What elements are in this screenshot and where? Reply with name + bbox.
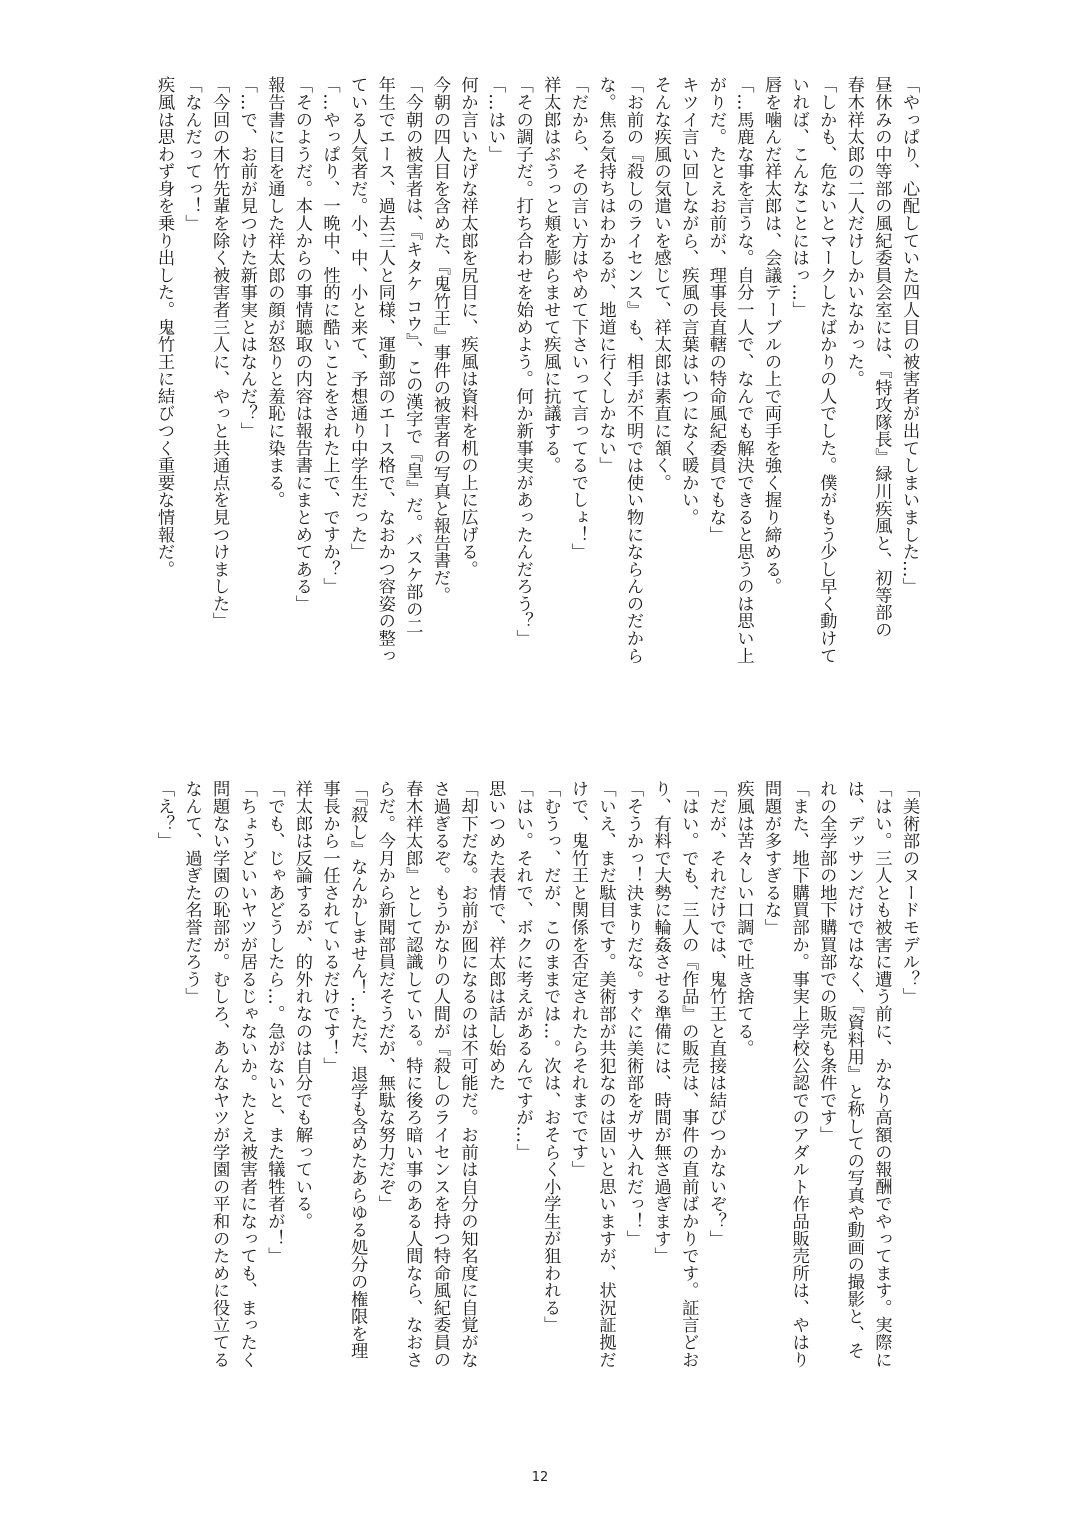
text-line: 「むうっ、だが、このままでは…。次は、おそらく小学生が狙われる」 [540, 780, 561, 1334]
text-line: 「今朝の被害者は、『キタケ コウ』、この漢字で『皇』だ。バスケ部の二 [402, 76, 423, 635]
bottom-text-block [149, 780, 922, 1380]
text-line: 祥太郎は反論するが、的外れなのは自分でも解っている。 [291, 780, 312, 1230]
text-line: 「その調子だ。打ち合わせを始めよう。何か新事実があったんだろう？」 [512, 76, 533, 647]
text-line: 事長から一任されているだけです！」 [319, 780, 340, 1074]
text-line: 「…馬鹿な事を言うな。自分一人で、なんでも解決できると思うのは思い上 [733, 76, 754, 664]
text-line: 「だが、それだけでは、鬼竹王と直接は結びつかないぞ？」 [705, 780, 726, 1247]
top-text-block [149, 76, 922, 664]
text-line: 問題ない学園の恥部が。むしろ、あんなヤツが学園の平和のために役立てる [209, 780, 230, 1368]
text-line: さ過ぎるぞ。もうかなりの人間が『殺しのライセンスを持つ特命風紀委員の [429, 780, 450, 1368]
text-line: 問題が多すぎるな」 [761, 780, 782, 936]
text-line: 「なんだってっ！」 [181, 76, 202, 232]
text-line: 思いつめた表情で、祥太郎は話し始めた [485, 780, 506, 1092]
text-line: 春木祥太郎』として認識している。特に後ろ暗い事のある人間なら、なおさ [402, 780, 423, 1368]
text-line: 「え？」 [153, 780, 174, 850]
text-line: 疾風は思わず身を乗り出した。鬼竹王に結びつく重要な情報だ。 [153, 76, 174, 578]
text-line: 疾風は苦々しい口調で吐き捨てる。 [733, 780, 754, 1057]
text-line: なんて、過ぎた名誉だろう」 [181, 780, 202, 1005]
text-line: 「…で、お前が見つけた新事実とはなんだ？」 [236, 76, 257, 440]
text-line: 春木祥太郎の二人だけしかいなかった。 [843, 76, 864, 388]
text-line: 「今回の木竹先輩を除く被害者三人に、やっと共通点を見つけました」 [209, 76, 230, 630]
text-line: な。焦る気持ちはわかるが、地道に行くしかない」 [595, 76, 616, 474]
text-line: 祥太郎はぷうっと頬を膨らませて疾風に抗議する。 [540, 76, 561, 474]
text-line: 「…はい」 [485, 76, 506, 163]
text-line: 「でも、じゃあどうしたら…。急がないと、また犠牲者が！」 [264, 780, 285, 1265]
text-line: がりだ。たとえお前が、理事長直轄の特命風紀委員でもな」 [705, 76, 726, 543]
text-line: 「そうかっ！決まりだな。すぐに美術部をガサ入れだっ！」 [623, 780, 644, 1247]
text-line: 唇を噛んだ祥太郎は、会議テーブルの上で両手を強く握り締める。 [761, 76, 782, 595]
text-line: 「『殺し』なんかしません！…ただ、退学も含めたあらゆる処分の権限を理 [347, 780, 368, 1360]
text-line: 「…やっぱり、一晩中、性的に酷いことをされた上で、ですか？」 [319, 76, 340, 595]
text-line: 報告書に目を通した祥太郎の顔が怒りと羞恥に染まる。 [264, 76, 285, 509]
text-line: らだ。今月から新聞部員だそうだが、無駄な努力だぞ」 [374, 780, 395, 1213]
page-number: 12 [531, 1470, 549, 1485]
text-line: 昼休みの中等部の風紀委員会室には、『特攻隊長』緑川疾風と、初等部の [871, 76, 892, 638]
text-line: れの全学部の地下購買部での販売も条件です」 [816, 780, 837, 1144]
text-line: 「しかも、危ないとマークしたばかりの人でした。僕がもう少し早く動けて [816, 76, 837, 664]
text-line: いれば、こんなことにはっ…」 [788, 76, 809, 319]
text-line: けで、鬼竹王と関係を否定されたらそれまでです」 [567, 780, 588, 1178]
text-line: 「却下だな。お前が囮になるのは不可能だ。お前は自分の知名度に自覚がな [457, 780, 478, 1368]
text-line: り、有料で大勢に輪姦させる準備には、時間が無さ過ぎます」 [650, 780, 671, 1265]
text-line: 「はい。三人とも被害に遭う前に、かなり高額の報酬でやってます。実際に [871, 780, 892, 1368]
text-line: ている人気者だ。小、中、小と来て、予想通り中学生だった」 [347, 76, 368, 561]
text-line: 「はい。それで、ボクに考えがあるんですが…」 [512, 780, 533, 1161]
text-line: 年生でエース、過去三人と同様、運動部のエース格で、なおかつ容姿の整っ [374, 76, 395, 664]
text-line: 何か言いたげな祥太郎を尻目に、疾風は資料を机の上に広げる。 [457, 76, 478, 578]
text-line: キツイ言い回しながら、疾風の言葉はいつになく暖かい。 [678, 76, 699, 526]
text-line: 今朝の四人目を含めた、『鬼竹王』事件の被害者の写真と報告書だ。 [429, 76, 450, 604]
text-line: 「いえ、まだ駄目です。美術部が共犯なのは固いと思いますが、状況証拠だ [595, 780, 616, 1368]
text-line: 「美術部のヌードモデル？」 [899, 780, 919, 1005]
text-line: 「ちょうどいいヤツが居るじゃないか。たとえ被害者になっても、まったく [236, 780, 257, 1368]
text-line: 「そのようだ。本人からの事情聴取の内容は報告書にまとめてある」 [291, 76, 312, 612]
text-line: 「だから、その言い方はやめて下さいって言ってるでしょ！」 [567, 76, 588, 561]
text-line: そんな疾風の気遣いを感じて、祥太郎は素直に頷く。 [650, 76, 671, 491]
text-line: は、デッサンだけではなく、『資料用』と称しての写真や動画の撮影と、そ [843, 780, 864, 1360]
text-line: 「お前の『殺しのライセンス』も、相手が不明では使い物にならんのだから [623, 76, 644, 664]
text-line: 「やっぱり、心配していた四人目の被害者が出てしまいました…」 [899, 76, 919, 595]
text-line: 「はい。でも、三人の『作品』の販売は、事件の直前ばかりです。証言どお [678, 780, 699, 1368]
text-line: 「また、地下購買部か。事実上学校公認でのアダルト作品販売所は、やはり [788, 780, 809, 1368]
